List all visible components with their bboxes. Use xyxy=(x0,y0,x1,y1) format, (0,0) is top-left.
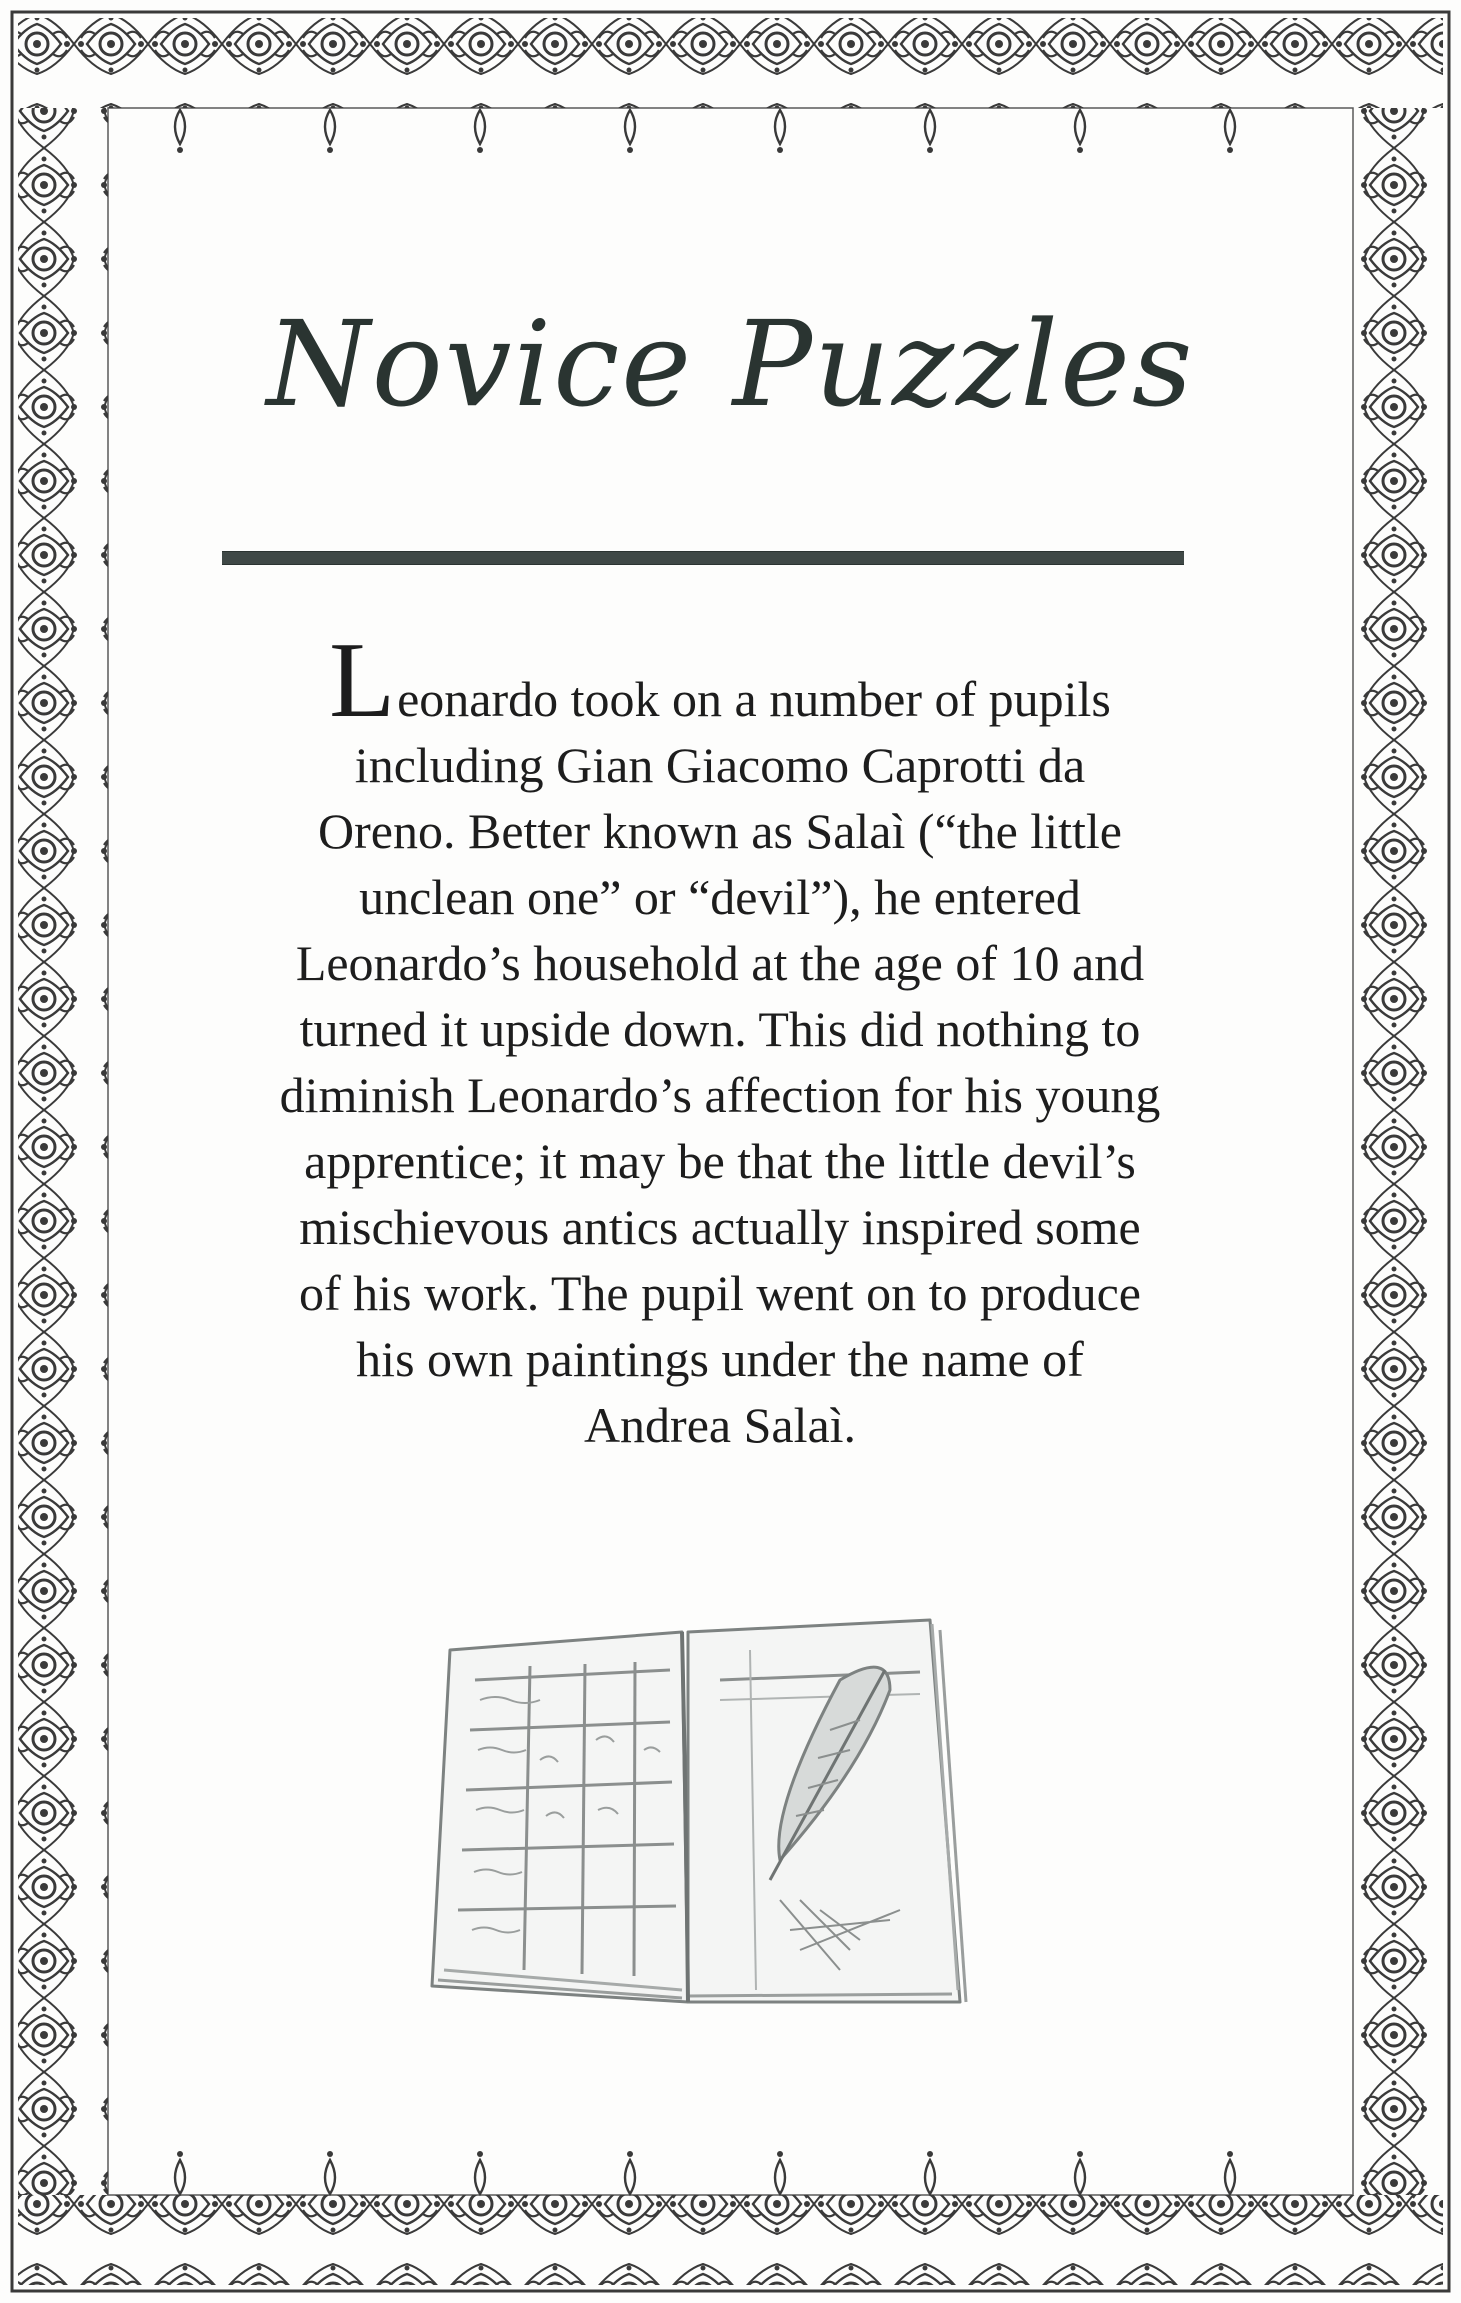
drop-cap: L xyxy=(329,621,396,740)
body-line: Oreno. Better known as Salaì (“the little xyxy=(318,803,1122,859)
body-line: including Gian Giacomo Caprotti da xyxy=(354,737,1086,793)
body-line-1 xyxy=(140,621,1300,740)
body-line: mischievous antics actually inspired some xyxy=(299,1199,1141,1255)
body-line: of his work. The pupil went on to produce xyxy=(299,1265,1141,1321)
body-line: apprentice; it may be that the little devil’s xyxy=(304,1133,1136,1189)
open-notebook-with-quill-icon xyxy=(420,1610,980,2030)
body-line-1-text: eonardo took on a number of pupils xyxy=(397,671,1111,727)
page-title: Novice Puzzles xyxy=(266,295,1195,433)
body-line: diminish Leonardo’s affection for his young xyxy=(279,1067,1161,1123)
body-paragraph xyxy=(140,621,1300,1458)
body-line: Leonardo’s household at the age of 10 and xyxy=(295,935,1145,991)
body-line: unclean one” or “devil”), he entered xyxy=(359,869,1081,925)
body-line: turned it upside down. This did nothing to xyxy=(299,1001,1141,1057)
body-line: Andrea Salaì. xyxy=(583,1397,857,1453)
body-line: his own paintings under the name of xyxy=(356,1331,1084,1387)
title-divider xyxy=(222,551,1184,565)
